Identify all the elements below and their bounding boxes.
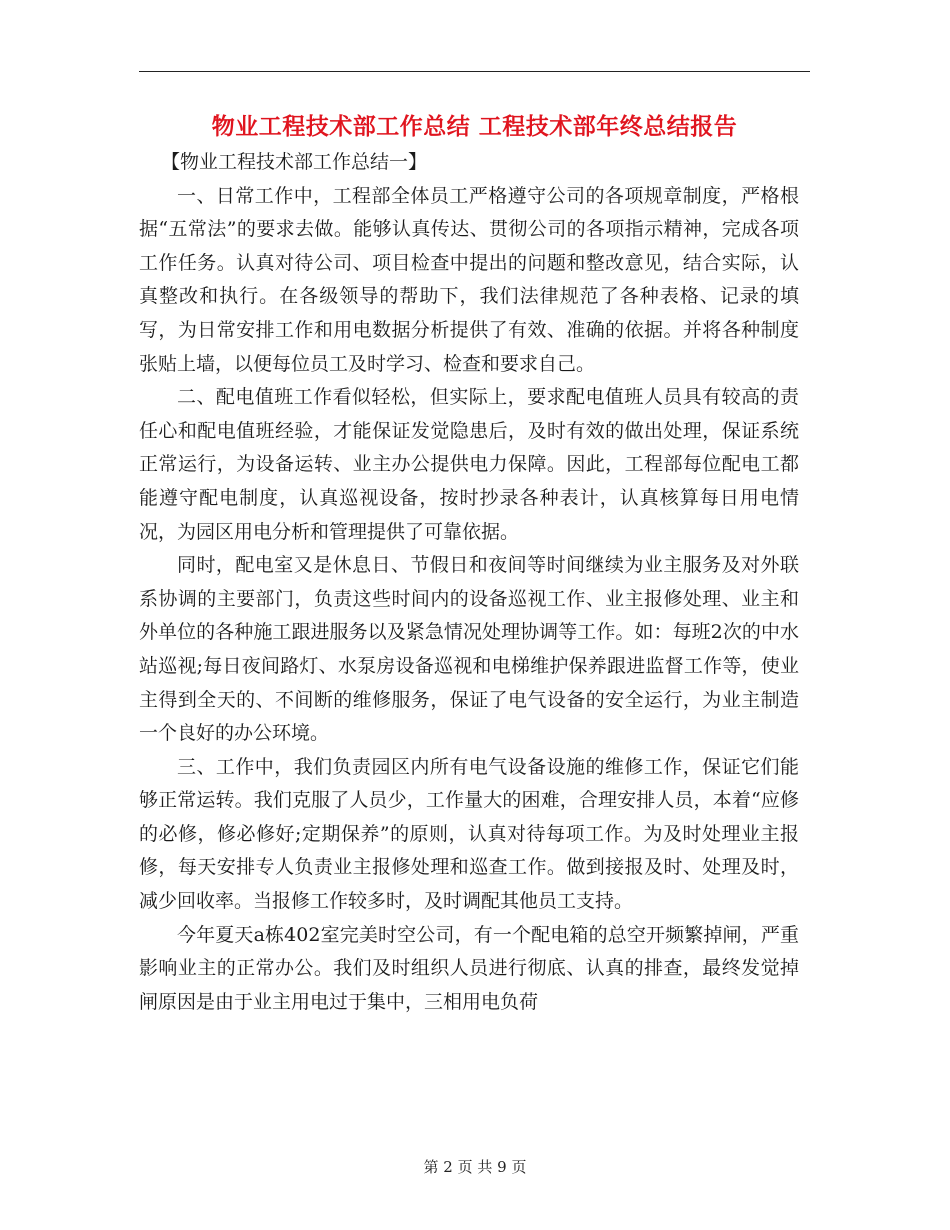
header-rule bbox=[139, 71, 810, 72]
document-body bbox=[139, 146, 799, 1019]
section-heading: 【物业工程技术部工作总结一】 bbox=[161, 151, 428, 173]
paragraph: 二、配电值班工作看似轻松，但实际上，要求配电值班人员具有较高的责任心和配电值班经验，才能保证发觉隐患后，及时有效的做出处理，保证系统正常运行，为设备运转、业主办公提供电力保障。因此，工程部每位配电工都能遵守配电制度，认真巡视设备，按时抄录各种表计，认真核算每日用电情况，为园区用电分析和管理提供了可靠依据。 bbox=[139, 386, 799, 543]
page-number: 第 2 页 共 9 页 bbox=[423, 1158, 527, 1176]
paragraph: 三、工作中，我们负责园区内所有电气设备设施的维修工作，保证它们能够正常运转。我们克服了人员少，工作量大的困难，合理安排人员，本着“应修的必修，修必修好;定期保养”的原则，认真对待每项工作。为及时处理业主报修，每天安排专人负责业主报修处理和巡查工作。做到接报及时、处理及时，减少回收率。当报修工作较多时，及时调配其他员工支持。 bbox=[139, 755, 799, 913]
paragraph: 一、日常工作中，工程部全体员工严格遵守公司的各项规章制度，严格根据“五常法”的要求去做。能够认真传达、贯彻公司的各项指示精神，完成各项工作任务。认真对待公司、项目检查中提出的问题和整改意见，结合实际，认真整改和执行。在各级领导的帮助下，我们法律规范了各种表格、记录的填写，为日常安排工作和用电数据分析提供了有效、准确的依据。并将各种制度张贴上墙，以便每位员工及时学习、检查和要求自己。 bbox=[139, 184, 799, 375]
paragraph: 今年夏天a栋402室完美时空公司，有一个配电箱的总空开频繁掉闸，严重影响业主的正常办公。我们及时组织人员进行彻底、认真的排查，最终发觉掉闸原因是由于业主用电过于集中，三相用电负荷 bbox=[139, 923, 799, 1013]
paragraph: 同时，配电室又是休息日、节假日和夜间等时间继续为业主服务及对外联系协调的主要部门，负责这些时间内的设备巡视工作、业主报修处理、业主和外单位的各种施工跟进服务以及紧急情况处理协调等工作。如：每班2次的中水站巡视;每日夜间路灯、水泵房设备巡视和电梯维护保养跟进监督工作等，使业主得到全天的、不间断的维修服务，保证了电气设备的安全运行，为业主制造一个良好的办公环境。 bbox=[139, 554, 799, 745]
document-title: 物业工程技术部工作总结 工程技术部年终总结报告 bbox=[211, 113, 738, 140]
